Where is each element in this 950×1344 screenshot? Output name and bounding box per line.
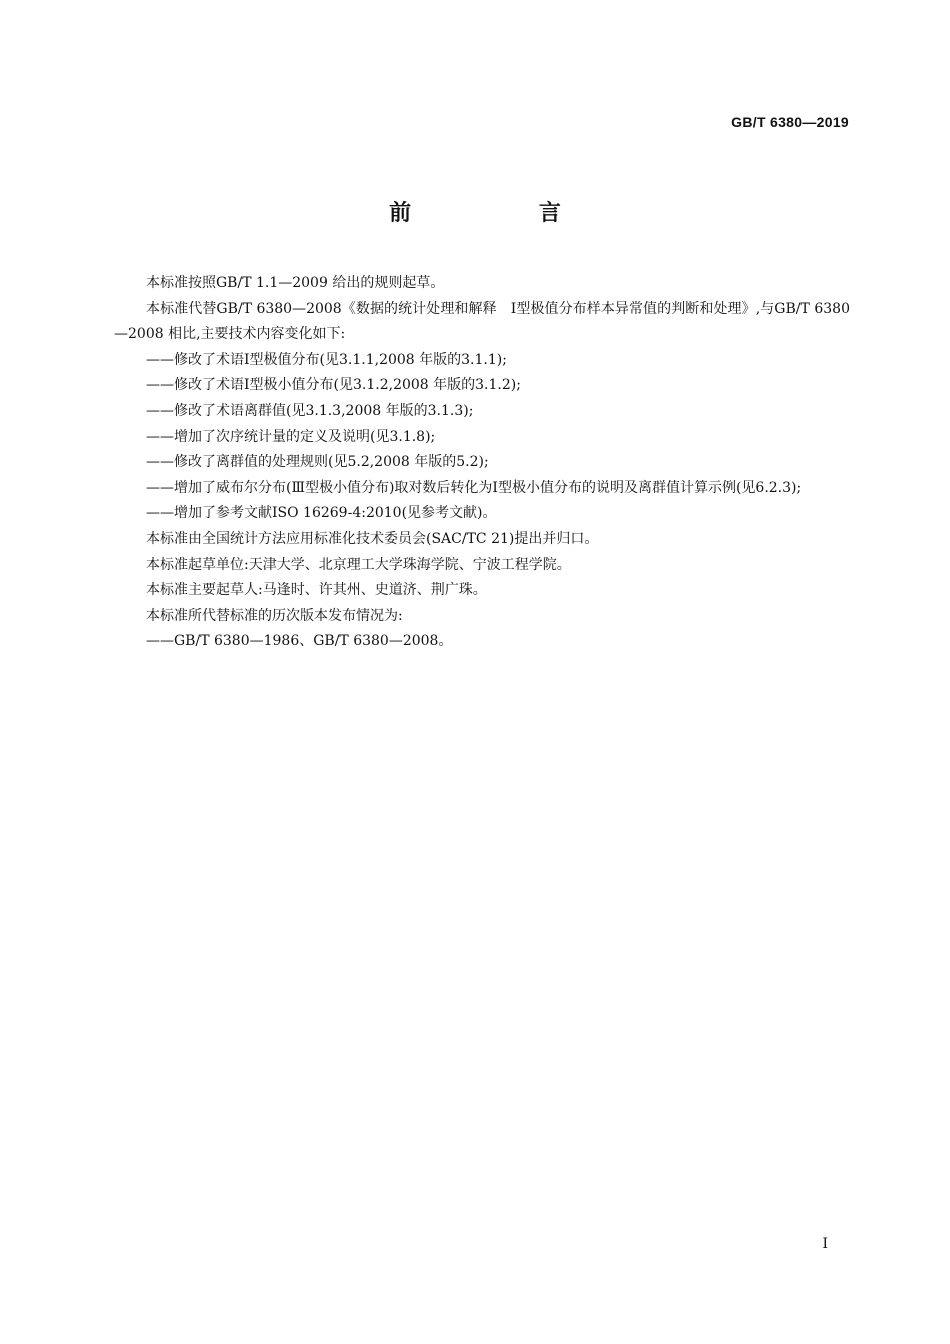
change-item: ——增加了威布尔分布(Ⅲ型极小值分布)取对数后转化为Ⅰ型极小值分布的说明及离群值计算示例(见6.2.3); bbox=[146, 479, 802, 496]
page-title: 前 言 bbox=[389, 201, 621, 226]
change-item: ——修改了离群值的处理规则(见5.2,2008 年版的5.2); bbox=[146, 454, 489, 471]
change-item: ——增加了次序统计量的定义及说明(见3.1.8); bbox=[146, 428, 436, 445]
paragraph-drafters: 本标准主要起草人:马逢时、许其州、史道济、荆广珠。 bbox=[146, 582, 487, 599]
paragraph-drafting-rules: 本标准按照GB/T 1.1—2009 给出的规则起草。 bbox=[146, 275, 445, 291]
history-item: ——GB/T 6380—1986、GB/T 6380—2008。 bbox=[146, 633, 453, 650]
paragraph-history-intro: 本标准所代替标准的历次版本发布情况为: bbox=[146, 607, 403, 624]
change-item: ——修改了术语Ⅰ型极小值分布(见3.1.2,2008 年版的3.1.2); bbox=[146, 377, 521, 394]
paragraph-replacement: 本标准代替GB/T 6380—2008《数据的统计处理和解释 Ⅰ型极值分布样本异常值的判断和处理》,与GB/T 6380—2008 相比,主要技术内容变化如下: bbox=[114, 300, 850, 343]
standard-code: GB/T 6380—2019 bbox=[731, 114, 849, 130]
paragraph-proposer: 本标准由全国统计方法应用标准化技术委员会(SAC/TC 21)提出并归口。 bbox=[146, 530, 599, 547]
change-item: ——修改了术语Ⅰ型极值分布(见3.1.1,2008 年版的3.1.1); bbox=[146, 351, 507, 368]
foreword-body bbox=[114, 271, 850, 655]
page-number: Ⅰ bbox=[822, 1236, 828, 1252]
change-item: ——修改了术语离群值(见3.1.3,2008 年版的3.1.3); bbox=[146, 402, 474, 419]
paragraph-drafting-units: 本标准起草单位:天津大学、北京理工大学珠海学院、宁波工程学院。 bbox=[146, 556, 571, 573]
change-item: ——增加了参考文献ISO 16269-4:2010(见参考文献)。 bbox=[146, 505, 497, 522]
